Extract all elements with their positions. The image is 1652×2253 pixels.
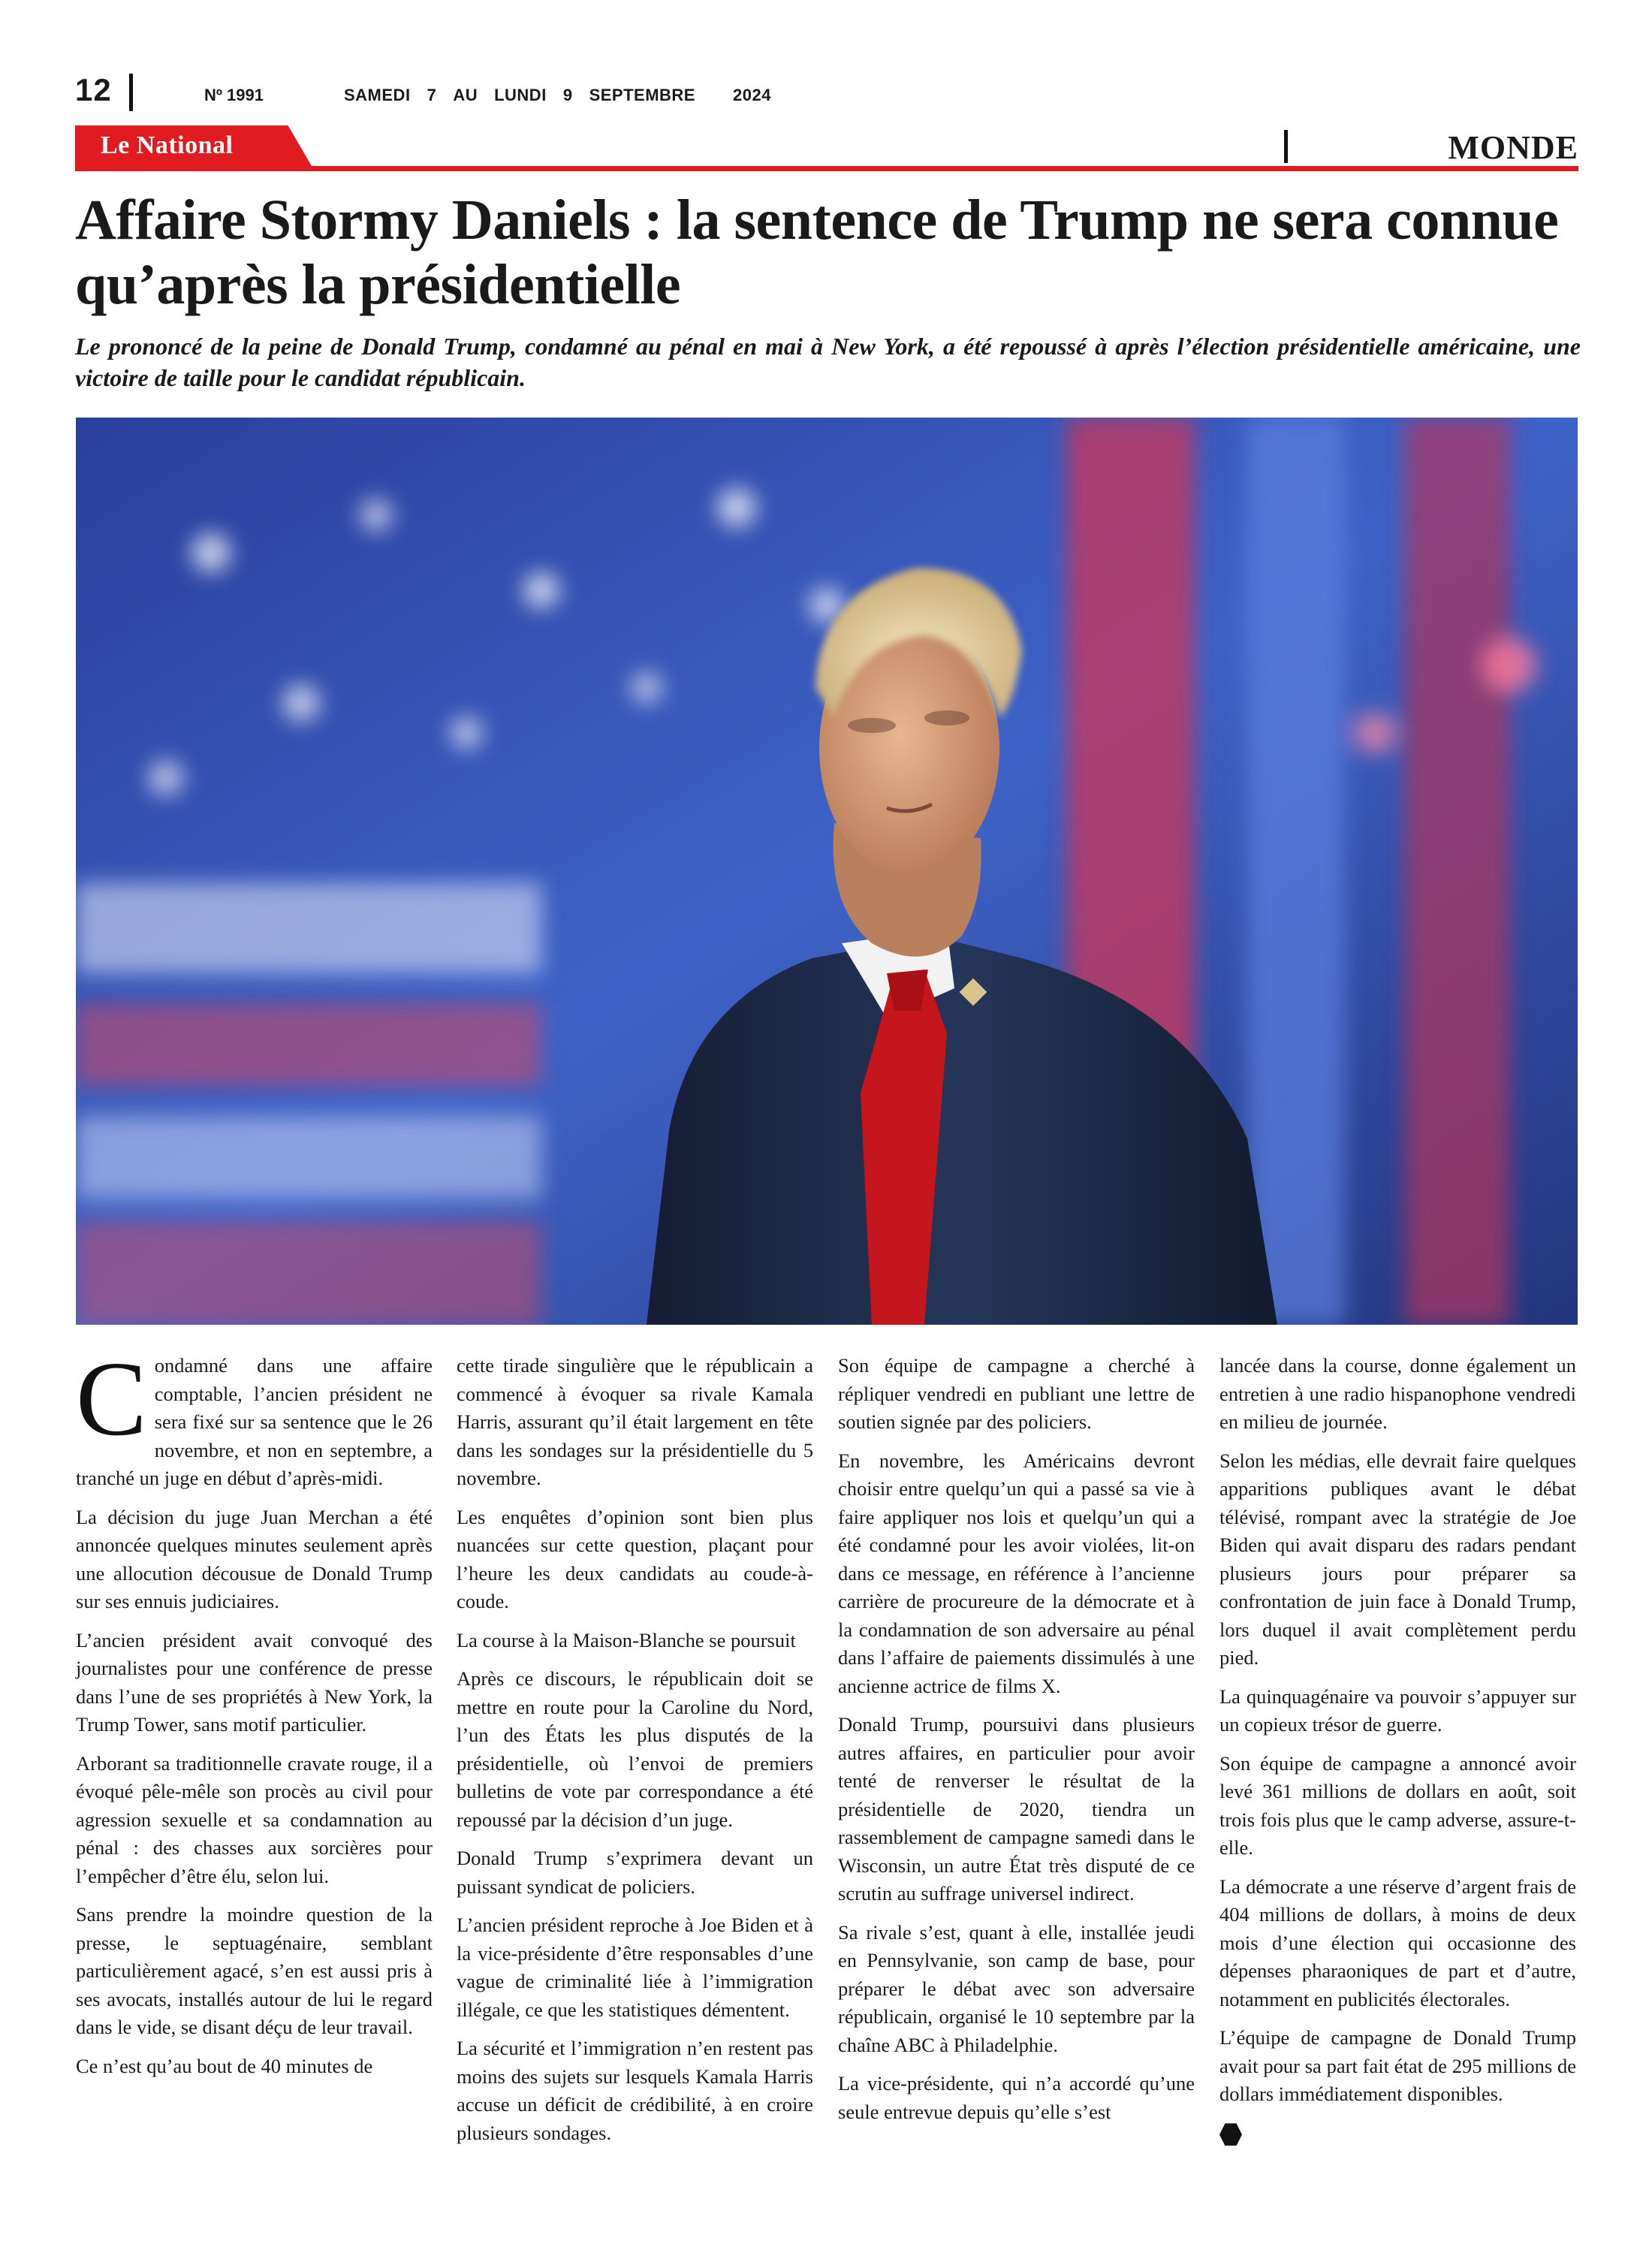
section-rule xyxy=(75,166,1578,171)
article-column-3 xyxy=(838,1352,1195,2137)
paragraph: cette tirade singulière que le républicain a commencé à évoquer sa rivale Kamala Harris, assurant qu’il était largement en tête dans les sondages sur la présidentielle du 5 novembre. xyxy=(457,1354,813,1489)
paragraph: La sécurité et l’immigration n’en restent pas moins des sujets sur lesquels Kamala Harris accuse un déficit de crédibilité, à en croire plusieurs sondages. xyxy=(457,2037,813,2144)
paragraph: Ce n’est qu’au bout de 40 minutes de xyxy=(76,2054,373,2077)
section-bar xyxy=(75,125,1578,170)
paragraph: La décision du juge Juan Merchan a été annoncée quelques minutes seulement après une allocution décousue de Donald Trump sur ses ennuis judiciaires. xyxy=(76,1505,433,1612)
brand-logo: Le National xyxy=(101,131,234,159)
paragraph: Son équipe de campagne a annoncé avoir levé 361 millions de dollars en août, soit trois fois plus que le camp adverse, assure-t-elle. xyxy=(1219,1751,1576,1859)
article-deck: Le prononcé de la peine de Donald Trump, condamné au pénal en mai à New York, a été repoussé à après l’élection présidentielle américaine, une victoire de taille pour le candidat républicain. xyxy=(75,333,1581,391)
paragraph: L’ancien président reproche à Joe Biden et à la vice-présidente d’être responsables d’une vague de criminalité liée à l’immigration illégale, ce que les statistiques démentent. xyxy=(457,1914,813,2021)
date-year: 2024 xyxy=(732,86,771,104)
date-day-start: 7 xyxy=(427,86,437,104)
paragraph: lancée dans la course, donne également un entretien à une radio hispanophone vendredi en milieu de journée. xyxy=(1219,1354,1576,1433)
paragraph-text: ondamné dans une affaire comptable, l’ancien président ne sera fixé sur sa sentence que le 26 novembre, et non en septembre, a tranché un juge en début d’après-midi. xyxy=(76,1354,433,1489)
paragraph: Selon les médias, elle devrait faire quelques apparitions publiques avant le débat télévisé, rompant avec la stratégie de Joe Biden qui avait disparu des radars pendant plusieurs jours pour préparer sa confrontation de juin face à Donald Trump, lors duquel il avait complètement perdu pied. xyxy=(1219,1449,1576,1669)
paragraph: La démocrate a une réserve d’argent frais de 404 millions de dollars, à moins de deux mois d’une élection qui occasionne des dépenses pharaoniques de part et d’autre, notamment en publicités électorales. xyxy=(1219,1874,1576,2010)
paragraph: Son équipe de campagne a cherché à répliquer vendredi en publiant une lettre de soutien signée par des policiers. xyxy=(838,1354,1195,1433)
paragraph: Les enquêtes d’opinion sont bien plus nuancées sur cette question, plaçant pour l’heure les deux candidats au coude-à-coude. xyxy=(457,1505,813,1612)
drop-cap: C xyxy=(76,1339,147,1458)
article-column-4 xyxy=(1219,1352,1576,2147)
article-column-2 xyxy=(457,1352,813,2158)
paragraph-lead xyxy=(76,1339,433,1493)
paragraph: L’équipe de campagne de Donald Trump avait pour sa part fait état de 295 millions de dollars immédiatement disponibles. xyxy=(1219,2026,1576,2105)
paragraph: La quinquagénaire va pouvoir s’appuyer sur un copieux trésor de guerre. xyxy=(1219,1684,1576,1736)
paragraph: Donald Trump, poursuivi dans plusieurs autres affaires, en particulier pour avoir tenté de renverser le résultat de la présidentielle de 2020, tiendra un rassemblement de campagne samedi dans le Wisconsin, un autre État très disputé de ce scrutin au suffrage universel indirect. xyxy=(838,1713,1195,1905)
paragraph: L’ancien président avait convoqué des journalistes pour une conférence de presse dans l’une de ses propriétés à New York, la Trump Tower, sans motif particulier. xyxy=(76,1628,433,1736)
portrait-photo xyxy=(76,418,1578,1325)
paragraph: En novembre, les Américains devront choisir entre quelqu’un qui a passé sa vie à faire appliquer nos lois et quelqu’un qui a été condamné pour les avoir violées, lit-on dans ce message, en référence à l’ancienne carrière de procureure de la démocrate et à la condamnation de son adversaire au pénal dans l’affaire de paiements dissimulés à une ancienne actrice de films X. xyxy=(838,1449,1195,1697)
section-title: MONDE xyxy=(1448,129,1578,166)
section-divider xyxy=(1284,130,1288,163)
paragraph: Donald Trump s’exprimera devant un puissant syndicat de policiers. xyxy=(457,1847,813,1898)
date-day-end: 9 xyxy=(562,86,573,104)
paragraph: Après ce discours, le républicain doit se mettre en route pour la Caroline du Nord, l’un des États les plus disputés de la présidentielle, où l’envoi de premiers bulletins de vote par correspondance a été repoussé par la décision d’un juge. xyxy=(457,1667,813,1831)
paragraph: La vice-présidente, qui n’a accordé qu’une seule entrevue depuis qu’elle s’est xyxy=(838,2072,1195,2123)
article-column-1 xyxy=(76,1339,433,2091)
end-of-article-icon xyxy=(1219,2123,1242,2146)
issue-number: Nº 1991 xyxy=(204,86,264,104)
article-photo xyxy=(76,418,1578,1325)
page-number-divider xyxy=(129,74,133,111)
date-month: SEPTEMBRE xyxy=(589,86,695,104)
paragraph: Sans prendre la moindre question de la presse, le septuagénaire, semblant particulièrement agacé, s’en est aussi pris à ses avocats, installés autour de lui le regard dans le vide, se disant déçu de leur travail. xyxy=(76,1903,433,2038)
paragraph: Arborant sa traditionnelle cravate rouge, il a évoqué pêle-mêle son procès au civil pour agression sexuelle et sa condamnation au pénal : des chasses aux sorcières pour l’empêcher d’être élu, selon lui. xyxy=(76,1751,433,1887)
page-number: 12 xyxy=(75,72,112,107)
article-headline: Affaire Stormy Daniels : la sentence de Trump ne sera connue qu’après la présidentielle xyxy=(75,189,1559,316)
masthead-meta xyxy=(75,72,1577,114)
subheading: La course à la Maison-Blanche se poursuit xyxy=(457,1628,796,1651)
date-weekday-end: LUNDI xyxy=(494,86,547,104)
date-weekday-start: SAMEDI xyxy=(344,86,411,104)
paragraph: Sa rivale s’est, quant à elle, installée jeudi en Pennsylvanie, son camp de base, pour préparer le débat avec son adversaire républicain, organisé le 10 septembre par la chaîne ABC à Philadelphie. xyxy=(838,1920,1195,2056)
issue-date xyxy=(344,86,788,105)
date-connector: AU xyxy=(453,86,478,104)
